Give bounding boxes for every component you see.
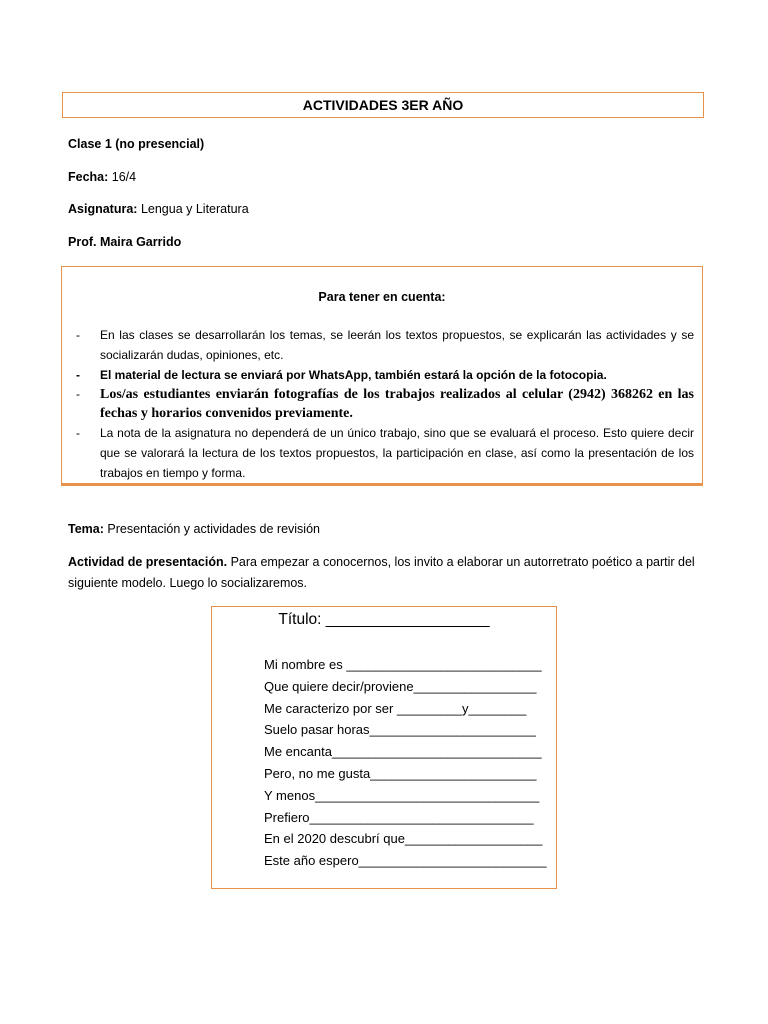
topic-line [68, 519, 703, 540]
poem-line: Me encanta_____________________________ [264, 744, 542, 760]
poem-title: Título: ___________________ [278, 611, 490, 628]
poem-lines [264, 654, 547, 872]
list-item: - Los/as estudiantes enviarán fotografías de los trabajos realizados al celular (2942) 368262 en las fechas y horarios convenidos previamente. [76, 387, 694, 421]
subject-label: Asignatura: [68, 202, 138, 216]
poem-line: Suelo pasar horas_______________________ [264, 722, 536, 738]
list-item: - En las clases se desarrollarán los temas, se leerán los textos propuestos, se explicarán las actividades y se socializarán dudas, opiniones, etc. [76, 328, 694, 362]
activity-label: Actividad de presentación. [68, 555, 228, 569]
subject-value: Lengua y Literatura [140, 202, 249, 216]
poem-line: Que quiere decir/proviene_________________ [264, 678, 537, 694]
date-line [68, 170, 136, 184]
poem-line: Y menos_______________________________ [264, 787, 540, 803]
activity-paragraph [68, 552, 703, 594]
topic-label: Tema: [68, 522, 104, 536]
document-title: ACTIVIDADES 3ER AÑO [62, 92, 704, 118]
poem-line: Me caracterizo por ser _________y________ [264, 700, 527, 716]
list-item: - El material de lectura se enviará por WhatsApp, también estará la opción de la fotocopia. [76, 368, 607, 382]
date-label: Fecha: [68, 170, 109, 184]
activity-text: Para empezar a conocernos, los invito a elaborar un autorretrato poético a partir del siguiente modelo. Luego lo socializaremos. [68, 555, 695, 590]
notes-box [61, 266, 703, 486]
poem-line: Prefiero_______________________________ [264, 809, 534, 825]
poem-line: Este año espero__________________________ [264, 853, 547, 869]
subject-line [68, 202, 249, 216]
list-item: - La nota de la asignatura no dependerá de un único trabajo, sino que se evaluará el proceso. Esto quiere decir que se valorará la lectura de los textos propuestos, la participación en clase, así como la presentación de los trabajos en tiempo y forma. [76, 426, 694, 480]
notes-list [76, 325, 694, 483]
poem-template-box [211, 606, 557, 889]
poem-line: Pero, no me gusta_______________________ [264, 765, 537, 781]
class-label: Clase 1 (no presencial) [68, 137, 205, 151]
poem-line: En el 2020 descubrí que___________________ [264, 831, 543, 847]
topic-value: Presentación y actividades de revisión [107, 522, 320, 536]
teacher-name: Prof. Maira Garrido [68, 235, 182, 249]
notes-title: Para tener en cuenta: [318, 290, 446, 304]
date-value: 16/4 [111, 170, 137, 184]
poem-line: Mi nombre es ___________________________ [264, 657, 542, 672]
